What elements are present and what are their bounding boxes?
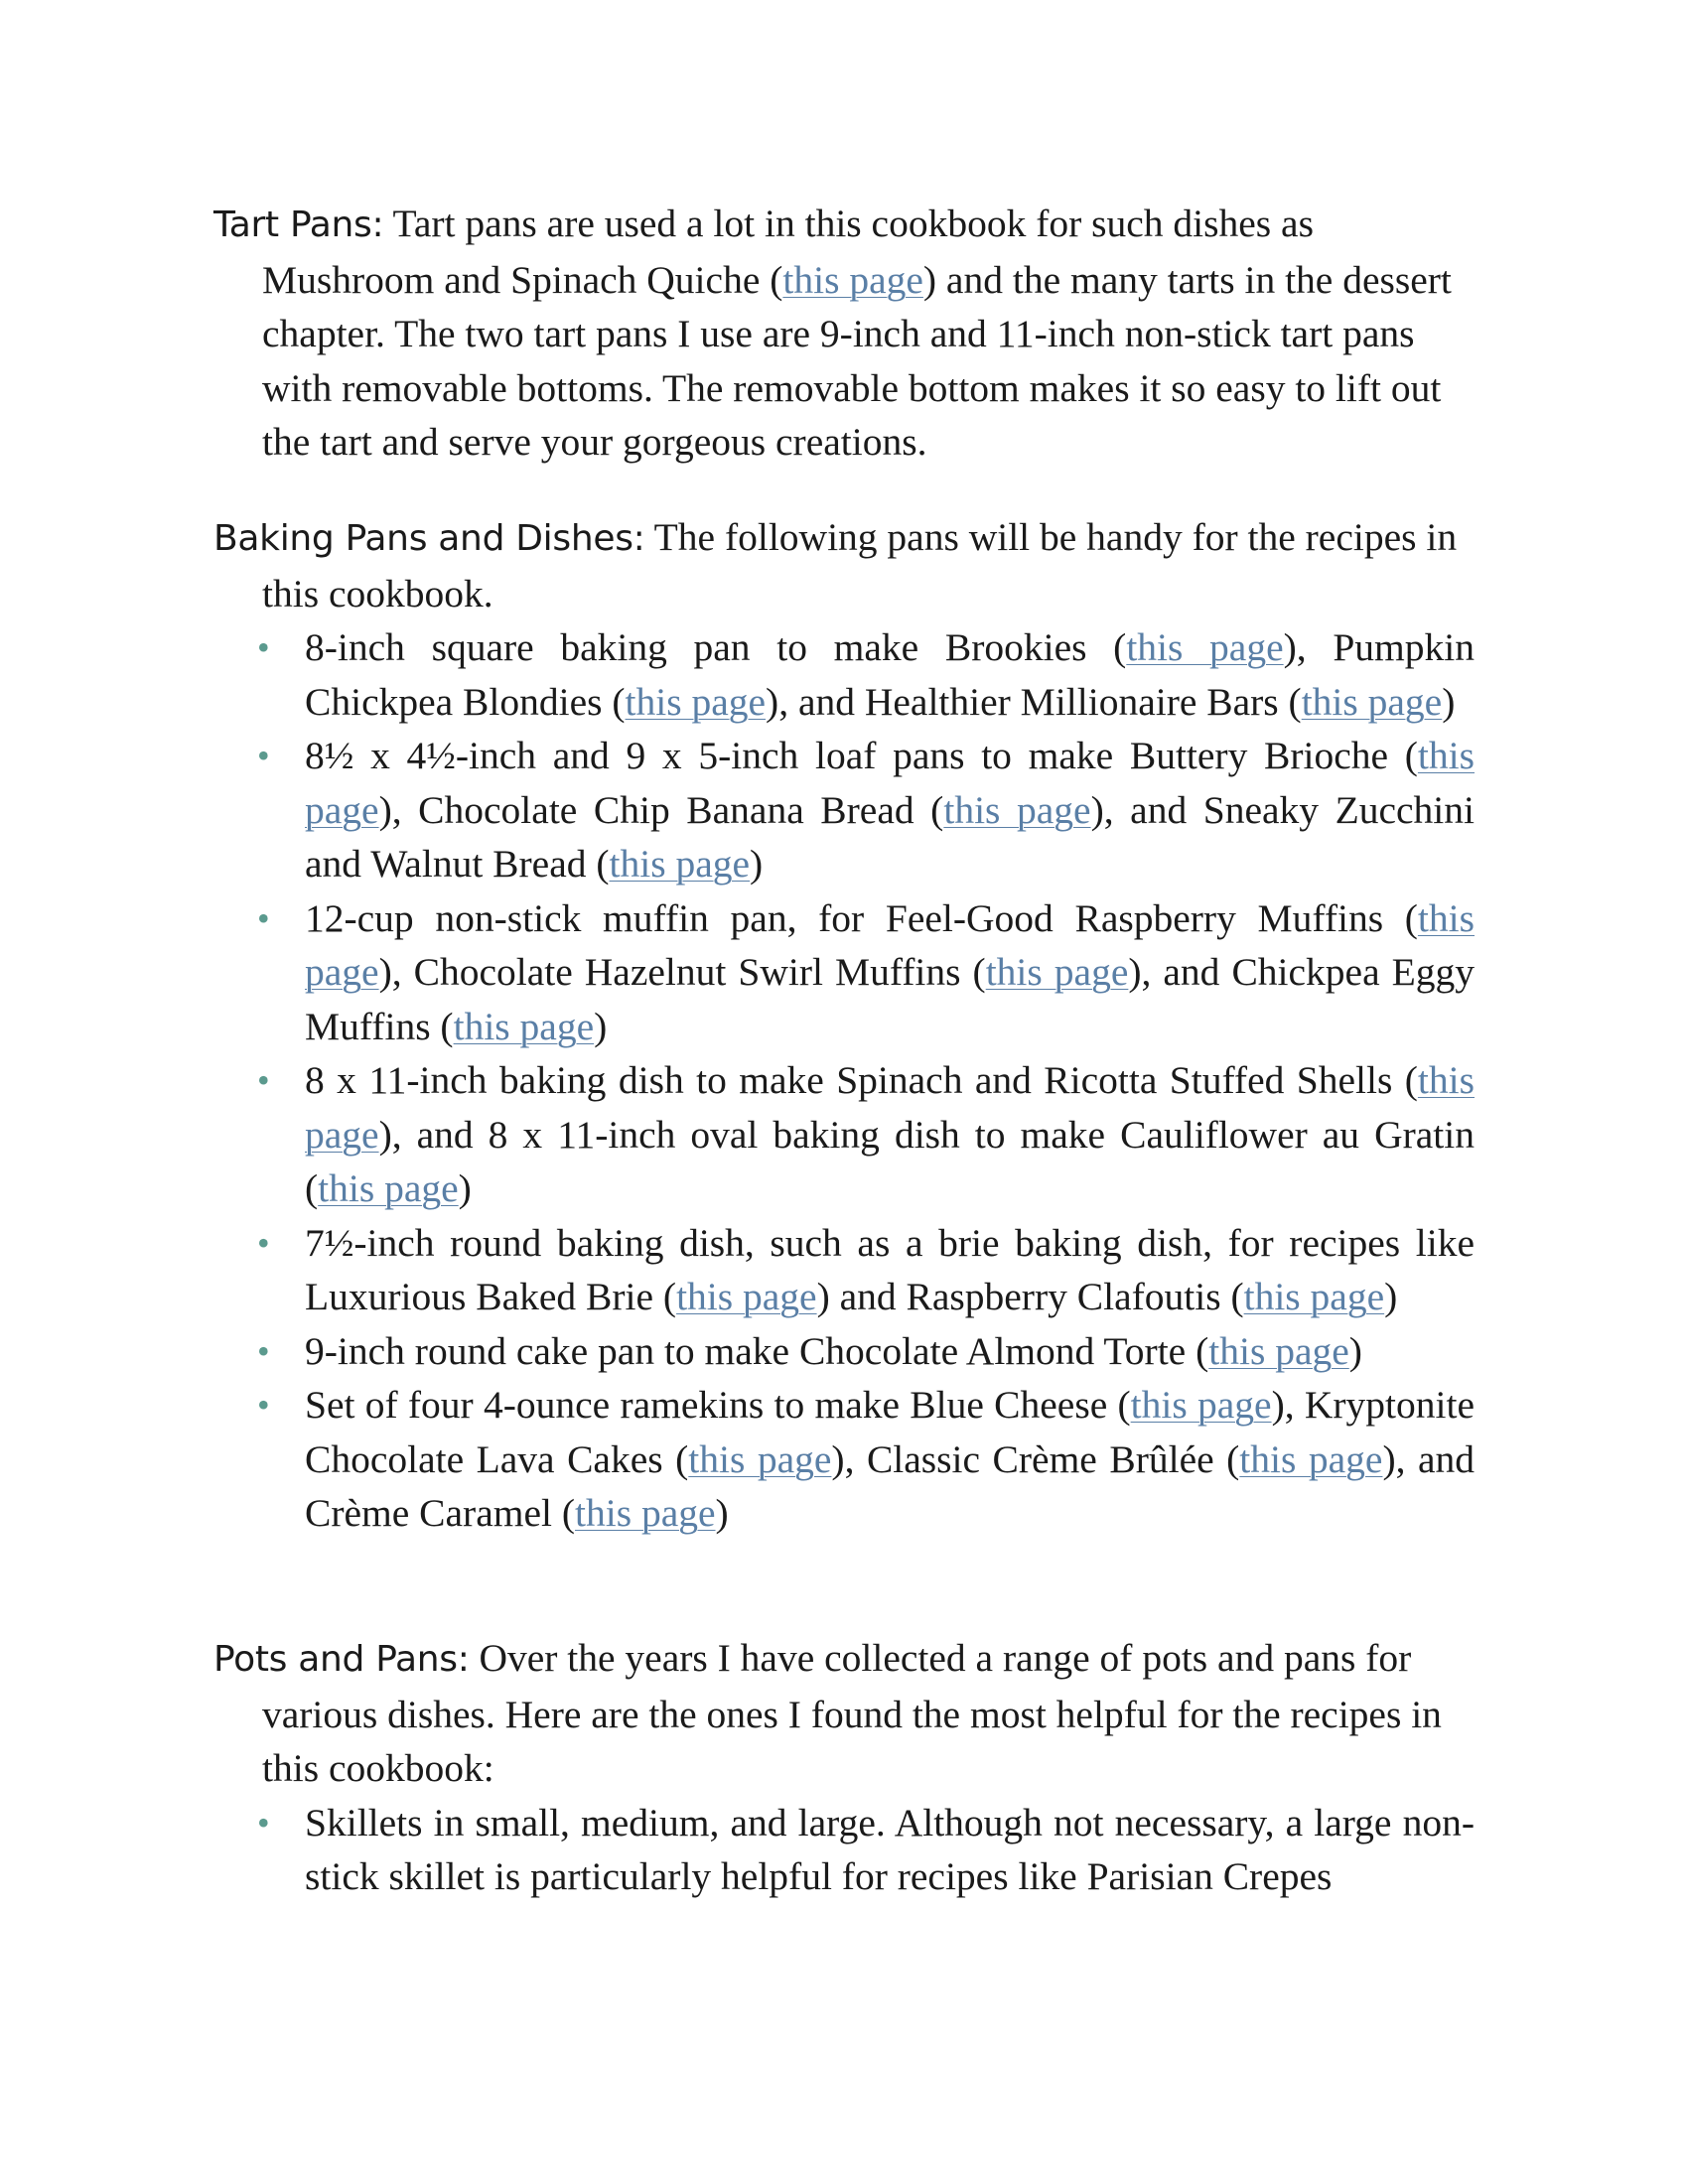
stuffed-shells-link[interactable]: this page — [305, 1058, 1475, 1157]
baking-pans-heading: Baking Pans and Dishes: — [213, 518, 645, 559]
baking-pans-list — [213, 620, 1475, 1541]
brioche-link[interactable]: this page — [305, 734, 1475, 832]
blue-cheese-link[interactable]: this page — [1130, 1383, 1272, 1427]
clafoutis-link[interactable]: this page — [1243, 1275, 1385, 1318]
baking-pans-section — [213, 510, 1475, 1541]
list-item: • 8½ x 4½-inch and 9 x 5-inch loaf pans to make Buttery Brioche (this page), Chocolate Chip Banana Bread (this page), and Sneaky Zucchini and Walnut Bread (this page) — [213, 729, 1475, 891]
list-item: • Set of four 4-ounce ramekins to make Blue Cheese (this page), Kryptonite Chocolate Lava Cakes (this page), Classic Crème Brûlée (this page), and Crème Caramel (this page) — [213, 1378, 1475, 1541]
eggy-muffins-link[interactable]: this page — [453, 1004, 595, 1048]
list-item: • 9-inch round cake pan to make Chocolate Almond Torte (this page) — [213, 1324, 1475, 1379]
quiche-link[interactable]: this page — [782, 257, 923, 302]
tart-pans-section — [213, 197, 1475, 470]
baking-pans-intro: Baking Pans and Dishes: The following pans will be handy for the recipes in this cookbook. — [213, 515, 1458, 615]
list-item: • 8 x 11-inch baking dish to make Spinach and Ricotta Stuffed Shells (this page), and 8 x 11-inch oval baking dish to make Cauliflower au Gratin (this page) — [213, 1053, 1475, 1216]
pots-pans-section — [213, 1631, 1475, 1904]
pots-pans-intro: Pots and Pans: Over the years I have collected a range of pots and pans for various dishes. Here are the ones I found the most helpful for the recipes in this cookbook: — [213, 1636, 1442, 1790]
raspberry-muffins-link[interactable]: this page — [305, 895, 1475, 994]
tart-pans-heading: Tart Pans: — [213, 205, 384, 245]
millionaire-bars-link[interactable]: this page — [1301, 679, 1443, 724]
almond-torte-link[interactable]: this page — [1208, 1328, 1349, 1373]
brookies-link[interactable]: this page — [1126, 625, 1284, 669]
zucchini-bread-link[interactable]: this page — [609, 842, 751, 886]
pots-pans-heading: Pots and Pans: — [213, 1639, 470, 1680]
cauliflower-gratin-link[interactable]: this page — [318, 1166, 459, 1210]
banana-bread-link[interactable]: this page — [943, 787, 1091, 832]
hazelnut-muffins-link[interactable]: this page — [985, 950, 1129, 994]
list-item: • 7½-inch round baking dish, such as a brie baking dish, for recipes like Luxurious Baked Brie (this page) and Raspberry Clafoutis (this page) — [213, 1216, 1475, 1324]
creme-brulee-link[interactable]: this page — [1239, 1436, 1383, 1481]
list-item: • Skillets in small, medium, and large. Although not necessary, a large non-stick skillet is particularly helpful for recipes like Parisian Crepes — [213, 1796, 1475, 1904]
baked-brie-link[interactable]: this page — [676, 1275, 817, 1318]
blondies-link[interactable]: this page — [625, 679, 767, 724]
list-item: • 8-inch square baking pan to make Brookies (this page), Pumpkin Chickpea Blondies (this page), and Healthier Millionaire Bars (this page) — [213, 620, 1475, 729]
lava-cakes-link[interactable]: this page — [688, 1436, 832, 1481]
list-item: • 12-cup non-stick muffin pan, for Feel-Good Raspberry Muffins (this page), Chocolate Hazelnut Swirl Muffins (this page), and Chickpea Eggy Muffins (this page) — [213, 891, 1475, 1054]
pots-pans-list — [213, 1796, 1475, 1904]
creme-caramel-link[interactable]: this page — [575, 1491, 716, 1535]
tart-pans-paragraph: Tart Pans: Tart pans are used a lot in this cookbook for such dishes as Mushroom and Spinach Quiche (this page) and the many tarts in the dessert chapter. The two tart pans I use are 9-inch and 11-inch non-stick tart pans with removable bottoms. The removable bottom makes it so easy to lift out the tart and serve your gorgeous creations. — [213, 202, 1452, 464]
